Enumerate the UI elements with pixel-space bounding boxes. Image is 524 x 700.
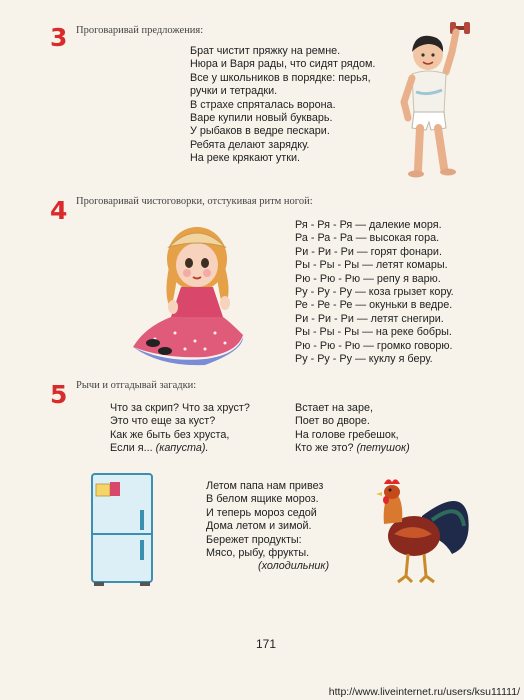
riddle-cabbage (110, 402, 250, 456)
exercise-3-number: 3 (50, 23, 68, 52)
exercise-5-number: 5 (50, 380, 68, 409)
exercise-3-text (190, 45, 375, 166)
text-line: Ру - Ру - Ру — коза грызет кору. (295, 286, 454, 299)
text-line: Как же быть без хруста, (110, 428, 230, 441)
text-line: ручки и тетрадки. (190, 85, 278, 98)
text-line: Ри - Ри - Ри — горят фонари. (295, 245, 442, 258)
riddle-rooster (295, 402, 410, 456)
refrigerator-illustration (88, 470, 158, 588)
text-line (206, 560, 329, 573)
doll-illustration (125, 217, 250, 367)
exercise-4-heading: Проговаривай чистоговорки, отстукивая ритм ногой: (76, 196, 313, 207)
riddle-last-line: Если я... (110, 442, 153, 455)
text-line: Мясо, рыбу, фрукты. (206, 547, 310, 560)
text-line: Ра - Ра - Ра — высокая гора. (295, 232, 440, 245)
text-line: Летом папа нам привез (206, 480, 324, 492)
text-line: Ребята делают зарядку. (190, 138, 310, 151)
text-line: Ри - Ри - Ри — летят снегири. (295, 312, 444, 325)
text-line: Что за скрип? Что за хруст? (110, 402, 250, 414)
text-line: Дома летом и зимой. (206, 520, 312, 533)
exercise-4-number: 4 (50, 196, 68, 225)
text-line: Это что еще за куст? (110, 415, 216, 428)
text-line (110, 442, 250, 455)
riddle-last-line: Кто же это? (295, 442, 354, 455)
text-line: Варе купили новый букварь. (190, 112, 333, 125)
riddle-answer: (холодильник) (258, 560, 330, 573)
exercise-3-heading: Проговаривай предложения: (76, 25, 204, 36)
riddle-fridge (206, 480, 329, 574)
text-line: Встает на заре, (295, 402, 373, 414)
text-line: Ря - Ря - Ря — далекие моря. (295, 219, 442, 231)
text-line: И теперь мороз седой (206, 506, 317, 519)
text-line: Поет во дворе. (295, 415, 370, 428)
text-line: Нюра и Варя рады, что сидят рядом. (190, 58, 376, 71)
text-line: Все у школьников в порядке: перья, (190, 71, 371, 84)
text-line: Ре - Ре - Ре — окуньки в ведре. (295, 299, 453, 312)
text-line: Ры - Ры - Ры — на реке бобры. (295, 326, 452, 339)
text-line: Рю - Рю - Рю — репу я варю. (295, 272, 441, 285)
rooster-illustration (372, 476, 472, 591)
text-line: Ры - Ры - Ры — летят комары. (295, 259, 448, 272)
riddle-answer: (капуста). (155, 442, 209, 455)
text-line: Брат чистит пряжку на ремне. (190, 45, 341, 57)
text-line: Рю - Рю - Рю — громко говорю. (295, 339, 453, 352)
text-line: В белом ящике мороз. (206, 493, 319, 506)
text-line: На реке крякают утки. (190, 152, 300, 165)
boy-exercising-illustration (398, 22, 488, 182)
page-number: 171 (256, 637, 277, 651)
text-line: В страхе спряталась ворона. (190, 98, 336, 111)
exercise-4-text (295, 219, 454, 366)
text-line (295, 442, 410, 455)
exercise-5-heading: Рычи и отгадывай загадки: (76, 380, 197, 391)
text-line: Ру - Ру - Ру — куклу я беру. (295, 353, 433, 366)
riddle-answer: (петушок) (356, 442, 410, 455)
watermark-url: http://www.liveinternet.ru/users/ksu11111/ (328, 686, 520, 698)
text-line: Бережет продукты: (206, 533, 302, 546)
text-line: У рыбаков в ведре пескари. (190, 125, 330, 138)
text-line: На голове гребешок, (295, 428, 399, 441)
